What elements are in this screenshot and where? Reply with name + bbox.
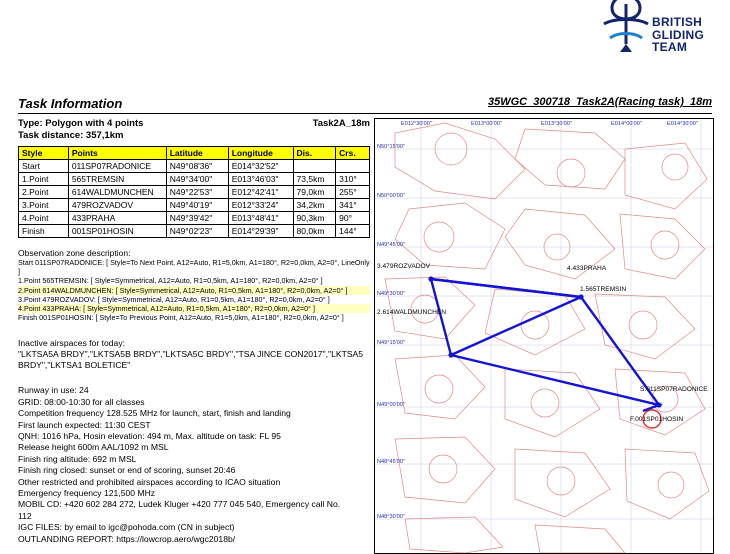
info-line: MOBIL CD: +420 602 284 272, Ludek Kluger +420 777 045 540, Emergency call No. [18,499,341,510]
table-row [19,225,370,238]
cell-point: 614WALDMUNCHEN [68,186,166,199]
map-lon-label: E013°00'00" [471,121,502,127]
table-header-row [19,147,370,160]
map-point-label-rozvadov: 3.479ROZVADOV [377,263,431,270]
map-canvas [375,119,713,553]
airspaces-line-2: BRDY","LKTSA1 BOLETICE" [18,360,131,371]
map-point-label-waldmunchen: 2.614WALDMUNCHEN [377,309,447,316]
logo-mark-icon [600,0,652,56]
cell-point: 001SP01HOSIN [68,225,166,238]
map-lat-label: N50°15'00" [377,144,405,150]
cell-dis: 34,2km [293,199,336,212]
header-divider [18,113,712,114]
cell-style: 3.Point [19,199,69,212]
info-line: Other restricted and prohibited airspaces according to ICAO situation [18,476,281,487]
map-point-label-start: S.011SP07RADONICE [640,386,708,393]
info-line: OUTLANDING REPORT: https://lowcrop.aero/wgc2018b/ [18,533,236,544]
cell-crs: 341° [336,199,370,212]
cell-crs: 144° [336,225,370,238]
task-distance: Task distance: 357,1km [18,130,124,141]
info-line: QNH: 1016 hPa, Hosin elevation: 494 m, Max. altitude on task: FL 95 [18,431,281,442]
cell-lat: N49°08'36" [166,160,228,173]
cell-crs: 255° [336,186,370,199]
logo-line-3: TEAM [652,40,688,54]
map-lon-label: E014°30'00" [667,121,698,127]
cell-lon: E012°42'41" [228,186,293,199]
cell-style: 1.Point [19,173,69,186]
observation-line: 2.Point 614WALDMUNCHEN: [ Style=Symmetrical, A12=Auto, R1=0,5km, A1=180°, R2=0,0km, A2=0° ] [18,286,370,295]
info-line: Competition frequency 128.525 MHz for launch, start, finish and landing [18,408,291,419]
airspaces-line-1: "LKTSA5A BRDY","LKTSA5B BRDY","LKTSA5C BRDY","TSA JINCE CON2017","LKTSA5 [18,349,364,360]
cell-point: 479ROZVADOV [68,199,166,212]
task-map[interactable] [374,118,714,554]
cell-crs: 90° [336,212,370,225]
task-details-panel [18,118,370,545]
info-line: IGC FILES: by email to igc@pohoda.com (CN in subject) [18,522,235,533]
map-lat-label: N49°00'00" [377,402,405,408]
logo-text [652,16,704,54]
table-row [19,212,370,225]
observation-zone-heading: Observation zone description: [18,248,131,258]
map-lat-label: N48°45'00" [377,459,405,465]
info-line: First launch expected: 11:30 CEST [18,419,151,430]
cell-lon: E013°46'03" [228,173,293,186]
cell-dis: 80,0km [293,225,336,238]
cell-point: 011SP07RADONICE [68,160,166,173]
cell-style: Start [19,160,69,173]
observation-zone-list [18,258,370,322]
cell-dis: 79,0km [293,186,336,199]
table-row [19,160,370,173]
operational-info-block [18,385,370,545]
cell-lat: N49°22'53" [166,186,228,199]
map-lat-label: N49°45'00" [377,242,405,248]
table-row [19,186,370,199]
map-point-label-finish: F.001SP01HOSIN [630,416,684,423]
map-lon-label: E014°00'00" [611,121,642,127]
cell-style: 2.Point [19,186,69,199]
col-points: Points [68,147,166,160]
observation-line: 3.Point 479ROZVADOV: [ Style=Symmetrical, A12=Auto, R1=0,5km, A1=180°, R2=0,0km, A2=0° ] [18,294,330,304]
cell-style: 4.Point [19,212,69,225]
map-lat-label: N48°30'00" [377,514,405,520]
cell-style: Finish [19,225,69,238]
file-name: 35WGC_300718_Task2A(Racing task)_18m [488,96,712,108]
cell-crs: 310° [336,173,370,186]
table-row [19,199,370,212]
col-distance: Dis. [293,147,336,160]
cell-dis: 73,5km [293,173,336,186]
cell-crs [336,160,370,173]
map-lat-label: N50°00'00" [377,193,405,199]
col-course: Crs. [336,147,370,160]
airspaces-heading: Inactive airspaces for today: [18,338,125,349]
cell-point: 433PRAHA [68,212,166,225]
cell-lon: E014°29'39" [228,225,293,238]
map-point-label-tremsin: 1.565TREMSIN [580,286,627,293]
cell-dis [293,160,336,173]
info-line: GRID: 08:00-10:30 for all classes [18,396,145,407]
turnpoints-table [18,146,370,238]
task-type-row [18,118,370,130]
col-latitude: Latitude [166,147,228,160]
col-style: Style [19,147,69,160]
info-line: Emergency frequency 121,500 MHz [18,488,156,499]
cell-lon: E014°32'52" [228,160,293,173]
info-line: 112 [18,510,32,521]
info-line: Finish ring altitude: 692 m MSL [18,453,137,464]
cell-lon: E013°48'41" [228,212,293,225]
task-name: Task2A_18m [312,118,370,129]
logo-line-1: BRITISH [652,15,703,29]
cell-lat: N49°40'19" [166,199,228,212]
cell-dis: 90,3km [293,212,336,225]
map-lat-label: N49°15'00" [377,340,405,346]
map-lon-label: E013°30'00" [541,121,572,127]
observation-line: Start 011SP07RADONICE: [ Style=To Next Point, A12=Auto, R1=5,0km, A1=180°, R2=0,0km, A2=0°, LineOnly ] [18,258,370,277]
info-line: Runway in use: 24 [18,385,89,396]
col-longitude: Longitude [228,147,293,160]
map-lat-label: N49°30'00" [377,291,405,297]
inactive-airspaces-block [18,338,370,371]
document-header [18,96,712,111]
observation-line: 1.Point 565TREMSIN: [ Style=Symmetrical, A12=Auto, R1=0,5km, A1=180°, R2=0,0km, A2=0° ] [18,276,323,286]
airspace-outlines [385,123,709,553]
british-gliding-team-logo [600,0,730,70]
cell-lon: E012°33'24" [228,199,293,212]
cell-lat: N49°34'00" [166,173,228,186]
task-type: Type: Polygon with 4 points [18,118,144,129]
map-point-label-praha: 4.433PRAHA [567,265,607,272]
info-line: Finish ring closed: sunset or end of scoring, sunset 20:46 [18,465,236,476]
task-markers [428,276,661,428]
info-line: Release height 600m AAL/1092 m MSL [18,442,169,453]
cell-lat: N49°39'42" [166,212,228,225]
cell-lat: N49°02'23" [166,225,228,238]
map-lon-label: E012°30'00" [401,121,432,127]
table-row [19,173,370,186]
logo-line-2: GLIDING [652,27,705,42]
observation-line: 4.Point 433PRAHA: [ Style=Symmetrical, A12=Auto, R1=0,5km, A1=180°, R2=0,0km, A2=0° ] [18,304,370,313]
page-title: Task Information [18,96,123,111]
cell-point: 565TREMSIN [68,173,166,186]
observation-line: Finish 001SP01HOSIN: [ Style=To Previous Point, A12=Auto, R1=5,0km, A1=180°, R2=0,0km, A2=0° ] [18,313,344,323]
